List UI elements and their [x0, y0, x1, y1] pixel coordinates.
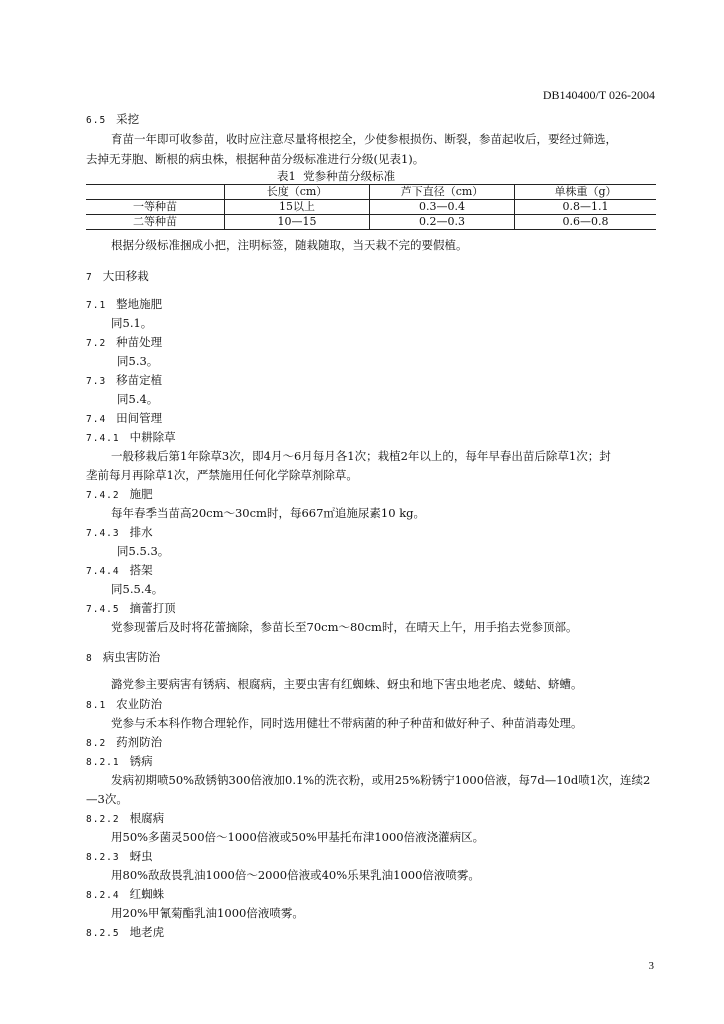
- section-body: 同5.5.3。: [117, 544, 170, 558]
- page-number: 3: [648, 960, 654, 972]
- table-header-row: [86, 185, 656, 200]
- section-title: 锈病: [129, 754, 153, 768]
- section-number: 8.2.4: [86, 890, 120, 901]
- section-number: 6.5: [86, 115, 107, 126]
- section-title: 施肥: [129, 487, 153, 501]
- table-cell: 二等种苗: [86, 215, 225, 230]
- section-title: 红蜘蛛: [129, 887, 165, 901]
- section-7-4-5-heading: [86, 600, 176, 616]
- section-7-2-heading: [86, 334, 162, 350]
- section-body: 用80%敌敌畏乳油1000倍～2000倍液或40%乐果乳油1000倍液喷雾。: [111, 868, 480, 882]
- section-number: 7.2: [86, 338, 107, 349]
- section-title: 种苗处理: [116, 335, 163, 349]
- section-7-4-heading: [86, 410, 162, 426]
- section-body: 每年春季当苗高20cm～30cm时，每667㎡追施尿素10 kg。: [111, 506, 426, 520]
- section-body: 党参与禾本科作物合理轮作，同时选用健壮不带病菌的种子种苗和做好种子、种苗消毒处理。: [111, 716, 583, 730]
- section-number: 7.4.5: [86, 604, 120, 615]
- section-body: 同5.3。: [117, 354, 159, 368]
- table-note: 根据分级标准捆成小把，注明标签，随栽随取，当天栽不完的要假植。: [111, 238, 468, 252]
- section-number: 7.4.1: [86, 433, 120, 444]
- paragraph-line: 去掉无芽胞、断根的病虫株，根据种苗分级标准进行分级(见表1)。: [86, 152, 425, 166]
- section-7-1-heading: [86, 296, 162, 312]
- section-8-2-2-heading: [86, 810, 164, 826]
- section-number: 8.2.1: [86, 757, 120, 768]
- table-cell: 0.2—0.3: [370, 215, 515, 230]
- section-8-heading: [86, 649, 160, 665]
- document-code: DB140400/T 026-2004: [542, 88, 655, 102]
- table-cell: 0.8—1.1: [515, 200, 657, 215]
- section-number: 8.2.5: [86, 928, 120, 939]
- section-title: 病虫害防治: [102, 650, 161, 664]
- section-title: 整地施肥: [116, 297, 163, 311]
- section-title: 搭架: [129, 563, 153, 577]
- section-body: 潞党参主要病害有锈病、根腐病，主要虫害有红蜘蛛、蚜虫和地下害虫地老虎、蝼蛄、蛴螬。: [111, 677, 583, 691]
- section-body: 用50%多菌灵500倍～1000倍液或50%甲基托布津1000倍液浇灌病区。: [111, 830, 485, 844]
- table-caption-title: 党参种苗分级标准: [303, 169, 396, 183]
- section-number: 7.4.2: [86, 490, 120, 501]
- section-number: 7.1: [86, 300, 107, 311]
- section-8-2-1-heading: [86, 753, 153, 769]
- section-number: 7.4.3: [86, 528, 120, 539]
- paragraph-line: 育苗一年即可收参苗，收时应注意尽量将根挖全，少使参根损伤、断裂，参苗起收后，要经过筛选，: [111, 132, 617, 146]
- section-title: 田间管理: [116, 411, 163, 425]
- section-number: 8: [86, 653, 93, 664]
- section-number: 7: [86, 272, 93, 283]
- table-header-cell: 单株重（g）: [515, 185, 657, 200]
- section-title: 移苗定植: [116, 373, 163, 387]
- section-title: 蚜虫: [129, 849, 153, 863]
- section-title: 药剂防治: [116, 735, 163, 749]
- section-number: 7.4: [86, 414, 107, 425]
- section-number: 8.2.2: [86, 814, 120, 825]
- table-cell: 0.3—0.4: [370, 200, 515, 215]
- table-cell: 15以上: [225, 200, 370, 215]
- paragraph-line: 一般移栽后第1年除草3次，即4月～6月每月各1次；栽植2年以上的，每年早春出苗后除草1次；封: [111, 449, 611, 463]
- section-number: 8.1: [86, 700, 107, 711]
- section-title: 农业防治: [116, 697, 163, 711]
- section-7-4-2-heading: [86, 486, 153, 502]
- section-title: 根腐病: [129, 811, 165, 825]
- table-row: [86, 200, 656, 215]
- section-8-2-3-heading: [86, 848, 153, 864]
- section-7-4-4-heading: [86, 562, 153, 578]
- section-7-4-1-heading: [86, 429, 176, 445]
- paragraph-line: —3次。: [86, 792, 128, 806]
- table-header-cell: 芦下直径（cm）: [370, 185, 515, 200]
- paragraph-line: 垄前每月再除草1次，严禁施用任何化学除草剂除草。: [86, 468, 358, 482]
- section-7-3-heading: [86, 372, 162, 388]
- section-title: 大田移栽: [102, 269, 149, 283]
- table-cell: 0.6—0.8: [515, 215, 657, 230]
- table-caption-number: 表1: [277, 169, 296, 183]
- section-number: 8.2: [86, 738, 107, 749]
- section-body: 用20%甲氰菊酯乳油1000倍液喷雾。: [111, 906, 304, 920]
- table-cell: 一等种苗: [86, 200, 225, 215]
- section-7-heading: [86, 268, 149, 284]
- table-cell: 10—15: [225, 215, 370, 230]
- section-8-2-4-heading: [86, 886, 164, 902]
- section-body: 党参现蕾后及时将花蕾摘除，参苗长至70cm～80cm时，在晴天上午，用手掐去党参顶部。: [111, 620, 578, 634]
- table-caption: [277, 168, 395, 184]
- section-body: 同5.1。: [111, 316, 153, 330]
- section-body: 同5.4。: [117, 392, 159, 406]
- section-8-2-5-heading: [86, 924, 164, 940]
- section-title: 地老虎: [129, 925, 165, 939]
- section-7-4-3-heading: [86, 524, 153, 540]
- section-6-5-heading: [86, 111, 139, 127]
- section-number: 7.4.4: [86, 566, 120, 577]
- section-title: 排水: [129, 525, 153, 539]
- section-title: 摘蕾打顶: [129, 601, 176, 615]
- section-body: 同5.5.4。: [111, 582, 164, 596]
- paragraph-line: 发病初期喷50%敌锈钠300倍液加0.1%的洗衣粉，或用25%粉锈宁1000倍液，每7d—10d喷1次，连续2: [111, 773, 651, 787]
- section-number: 7.3: [86, 376, 107, 387]
- section-number: 8.2.3: [86, 852, 120, 863]
- seedling-grade-table: [86, 184, 656, 230]
- section-title: 采挖: [116, 112, 140, 126]
- section-title: 中耕除草: [129, 430, 176, 444]
- section-8-1-heading: [86, 696, 162, 712]
- table-row: [86, 215, 656, 230]
- section-8-2-heading: [86, 734, 162, 750]
- table-header-cell: [86, 185, 225, 200]
- table-header-cell: 长度（cm）: [225, 185, 370, 200]
